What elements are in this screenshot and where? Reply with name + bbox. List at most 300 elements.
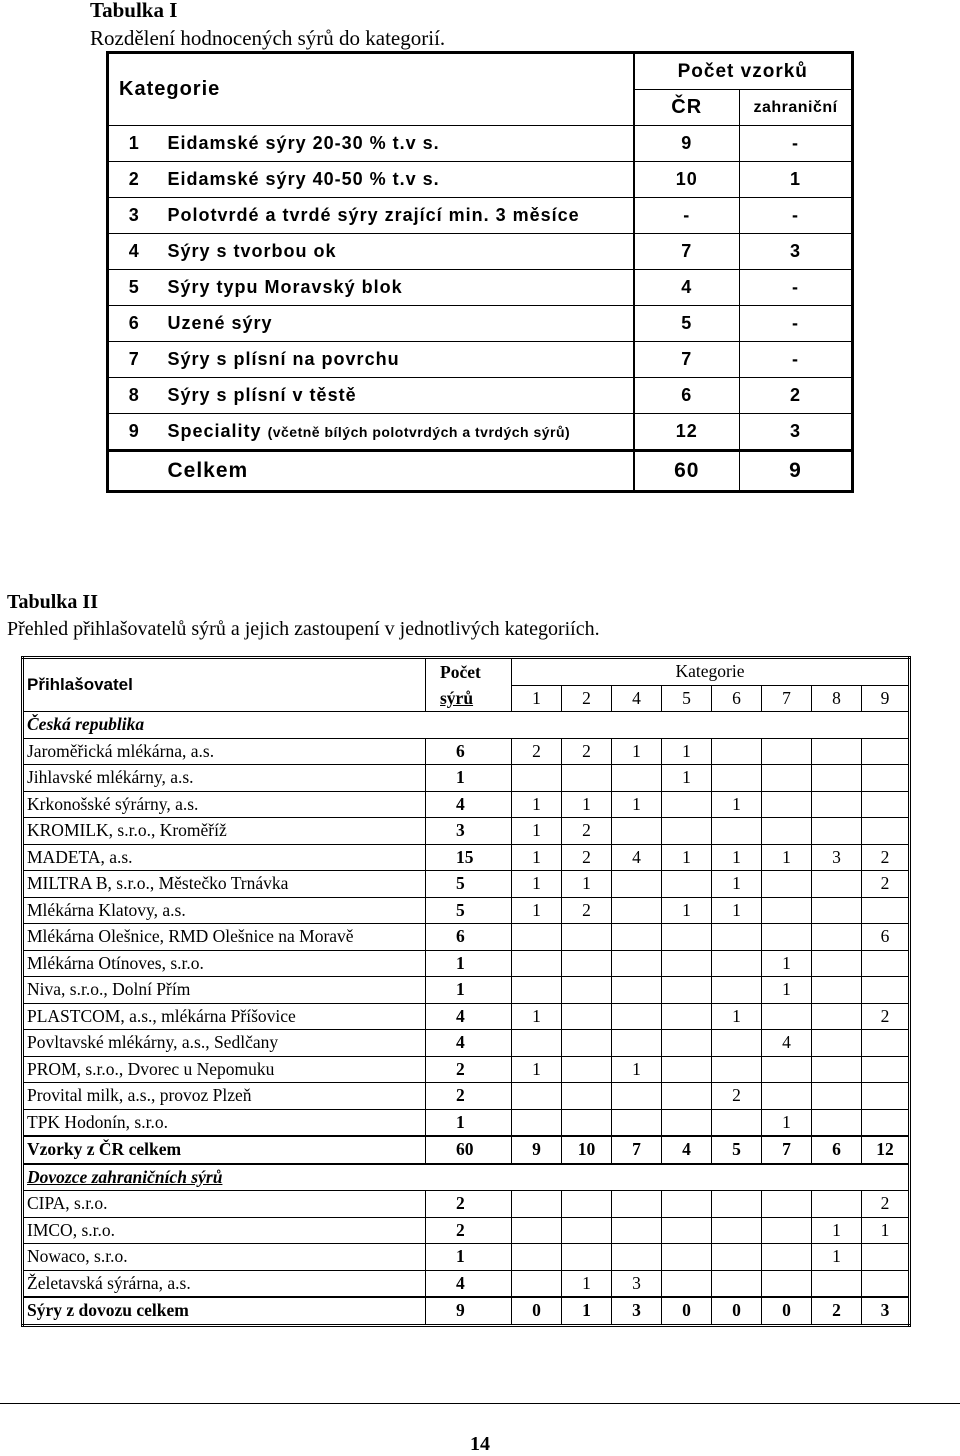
table2-header-count-line2: sýrů: [426, 685, 512, 712]
table2-row-cat-value: [612, 871, 662, 898]
table2-row-cat-value: [662, 950, 712, 977]
table2-row-cat-value: [762, 871, 812, 898]
table2-subtitle: Přehled přihlašovatelů sýrů a jejich zastoupení v jednotlivých kategoriích.: [7, 618, 600, 640]
table2-total-cat-value: 1: [562, 1297, 612, 1325]
table2-row-cat-value: [662, 1083, 712, 1110]
table2-row-name: Mlékárna Otínoves, s.r.o.: [23, 950, 426, 977]
table2-row-cat-value: [562, 1056, 612, 1083]
table2-row-cat-value: [812, 818, 862, 845]
table1-row-foreign: 2: [740, 378, 853, 414]
table2-row-cat-value: [812, 977, 862, 1004]
table2-row-cat-value: 1: [712, 871, 762, 898]
table2-row-cat-value: [662, 977, 712, 1004]
table2-row-cat-value: 1: [662, 738, 712, 765]
table1-row-note: (včetně bílých polotvrdých a tvrdých sýrů): [267, 424, 571, 440]
table2-row-cat-value: 2: [512, 738, 562, 765]
table1-row-number: 9: [108, 414, 160, 451]
table2-row-cat-value: [712, 738, 762, 765]
table2-header-count-line1: Počet: [426, 658, 512, 686]
table2-header-cat-1: 1: [512, 685, 562, 712]
table2-row-cat-value: [812, 1270, 862, 1297]
table2-row-name: KROMILK, s.r.o., Kroměříž: [23, 818, 426, 845]
table2-row-cat-value: 4: [612, 844, 662, 871]
table2-row-cat-value: 2: [862, 1003, 910, 1030]
table2-row-cat-value: 1: [512, 1003, 562, 1030]
table2-total-cat-value: 0: [512, 1297, 562, 1325]
table2-row-cat-value: 1: [612, 791, 662, 818]
table2-row-cat-value: [862, 818, 910, 845]
table2-row-cat-value: [562, 1244, 612, 1271]
table2-row-cat-value: [662, 1056, 712, 1083]
table2-row-cat-value: 1: [662, 765, 712, 792]
table2-row: [23, 924, 910, 951]
table2-row-cat-value: [612, 1030, 662, 1057]
table2-row-count: 1: [426, 1244, 512, 1271]
table2-row-name: Krkonošské sýrárny, a.s.: [23, 791, 426, 818]
table2-row-cat-value: 1: [762, 950, 812, 977]
table2-row-cat-value: [512, 1217, 562, 1244]
table2-row-cat-value: 1: [512, 1056, 562, 1083]
table2-row-cat-value: [612, 1109, 662, 1136]
table1-row: [108, 414, 853, 451]
table2-header-categories: Kategorie: [512, 658, 910, 686]
table2-row-cat-value: [862, 977, 910, 1004]
table1-row-number: 1: [108, 126, 160, 162]
table2-row: [23, 791, 910, 818]
table2-header-cat-6: 6: [712, 685, 762, 712]
table2-title: Tabulka II: [7, 591, 98, 613]
table1-row-number: 8: [108, 378, 160, 414]
table2-row-cat-value: 1: [562, 1270, 612, 1297]
table1-row: [108, 198, 853, 234]
table1-row-name-text: Sýry s plísní v těstě: [167, 385, 357, 405]
table1-row-cz: 10: [634, 162, 740, 198]
table2-header-applicant: Přihlašovatel: [23, 658, 426, 712]
table2-row-name: Jaroměřická mlékárna, a.s.: [23, 738, 426, 765]
table2-row-count: 6: [426, 924, 512, 951]
table2-header-cat-8: 8: [812, 685, 862, 712]
table2-row-cat-value: [862, 1109, 910, 1136]
table2-row-cat-value: [762, 1217, 812, 1244]
table2-row: [23, 871, 910, 898]
table2-row-count: 1: [426, 765, 512, 792]
table2-row-cat-value: 2: [562, 844, 612, 871]
table1-row-name: [160, 162, 634, 198]
table1-header-cz: ČR: [634, 90, 740, 126]
table2-total-import-label: Sýry z dovozu celkem: [23, 1297, 426, 1325]
table2-row-cat-value: [612, 950, 662, 977]
table2-row-cat-value: [762, 1244, 812, 1271]
table2-row-cat-value: [712, 977, 762, 1004]
table2-row-cat-value: [862, 1056, 910, 1083]
table2-row-cat-value: [812, 871, 862, 898]
table2-row-cat-value: [662, 1191, 712, 1218]
table2-row-count: 15: [426, 844, 512, 871]
table1-title: Tabulka I: [90, 0, 178, 22]
table2-row-cat-value: [812, 1030, 862, 1057]
table2-row-cat-value: [812, 1003, 862, 1030]
table2-row-name: IMCO, s.r.o.: [23, 1217, 426, 1244]
table2-row-cat-value: [812, 897, 862, 924]
table1-row-cz: -: [634, 198, 740, 234]
table2-row-count: 5: [426, 871, 512, 898]
table2-row-cat-value: [862, 1244, 910, 1271]
table2-row-cat-value: [712, 818, 762, 845]
table1-row-name: [160, 270, 634, 306]
table2-row-count: 4: [426, 1030, 512, 1057]
table2-row-cat-value: [612, 1217, 662, 1244]
table1-row: [108, 234, 853, 270]
table2-row-cat-value: [762, 1003, 812, 1030]
table2-row-cat-value: [612, 897, 662, 924]
table2-row-cat-value: [512, 765, 562, 792]
table1-row-cz: 5: [634, 306, 740, 342]
table2-row-cat-value: [612, 1191, 662, 1218]
table2-row-cat-value: [812, 950, 862, 977]
table2-row-cat-value: [712, 1244, 762, 1271]
table2-row: [23, 1056, 910, 1083]
table2-row-cat-value: 2: [712, 1083, 762, 1110]
table2-row-cat-value: 1: [812, 1217, 862, 1244]
table2-row-cat-value: [712, 1109, 762, 1136]
table2-total-cat-value: 7: [762, 1136, 812, 1164]
table2-row-count: 1: [426, 1109, 512, 1136]
table2-row-name: Jihlavské mlékárny, a.s.: [23, 765, 426, 792]
table2-row-cat-value: [762, 1270, 812, 1297]
table2-row-cat-value: [662, 1217, 712, 1244]
table2-row-count: 2: [426, 1191, 512, 1218]
table2-row-cat-value: [762, 924, 812, 951]
table2-total-cat-value: 3: [862, 1297, 910, 1325]
table2-row-cat-value: [662, 924, 712, 951]
table1-row-name-text: Eidamské sýry 40-50 % t.v s.: [167, 169, 440, 189]
table2-row-cat-value: [812, 1056, 862, 1083]
table2-row-cat-value: 1: [562, 871, 612, 898]
table2-row: [23, 1270, 910, 1297]
table1-row-number: 7: [108, 342, 160, 378]
table2-row-cat-value: [512, 924, 562, 951]
footer-divider: [0, 1403, 960, 1404]
table1-row-number: 3: [108, 198, 160, 234]
table2-total-cz-count: 60: [426, 1136, 512, 1164]
table2-row-cat-value: [762, 1056, 812, 1083]
table2-row-cat-value: 1: [662, 844, 712, 871]
table2-total-cat-value: 10: [562, 1136, 612, 1164]
table1-row-name-text: Sýry s tvorbou ok: [167, 241, 337, 261]
table2-total-cat-value: 0: [662, 1297, 712, 1325]
table1-row-name: [160, 234, 634, 270]
table2-row-name: Mlékárna Klatovy, a.s.: [23, 897, 426, 924]
table2-row-cat-value: [612, 924, 662, 951]
table2-row-cat-value: 1: [862, 1217, 910, 1244]
table2-row-cat-value: 2: [862, 871, 910, 898]
table2-row: [23, 818, 910, 845]
table2-total-cz-row: [23, 1136, 910, 1164]
table2-total-cat-value: 0: [712, 1297, 762, 1325]
table2-row-cat-value: 1: [712, 897, 762, 924]
table2-row-cat-value: [762, 791, 812, 818]
table1-row-cz: 9: [634, 126, 740, 162]
table2-row-cat-value: [812, 1109, 862, 1136]
table1-row-foreign: -: [740, 342, 853, 378]
table2-row-cat-value: [562, 950, 612, 977]
table2-row-count: 2: [426, 1217, 512, 1244]
table1-row-foreign: -: [740, 270, 853, 306]
table2-row-cat-value: [612, 1244, 662, 1271]
table2-row-cat-value: [712, 1056, 762, 1083]
table1-total-foreign: 9: [740, 451, 853, 492]
table2-row-cat-value: [712, 950, 762, 977]
table2-section-cz: Česká republika: [23, 712, 910, 739]
table2-header-cat-2: 2: [562, 685, 612, 712]
table2-row-count: 2: [426, 1083, 512, 1110]
table1-row-cz: 12: [634, 414, 740, 451]
page-number: 14: [470, 1433, 490, 1455]
table2-row-cat-value: 2: [562, 738, 612, 765]
table2-row-cat-value: [512, 1191, 562, 1218]
table1-header-samples: Počet vzorků: [634, 53, 853, 90]
table2-row-name: PLASTCOM, a.s., mlékárna Příšovice: [23, 1003, 426, 1030]
table1-row-name: [160, 306, 634, 342]
table2-row-cat-value: [712, 1270, 762, 1297]
table2-row-cat-value: [512, 950, 562, 977]
table1-row: [108, 378, 853, 414]
table2-row-cat-value: [812, 1083, 862, 1110]
table2-row-cat-value: [562, 1109, 612, 1136]
table2-row-cat-value: 1: [562, 791, 612, 818]
table2-row-cat-value: [512, 977, 562, 1004]
table2-row-cat-value: [562, 765, 612, 792]
table1-total-cz: 60: [634, 451, 740, 492]
table1-total-label: Celkem: [160, 451, 634, 492]
table2-row-cat-value: [562, 1083, 612, 1110]
table2-row-cat-value: 3: [812, 844, 862, 871]
table1-row-name-text: Polotvrdé a tvrdé sýry zrající min. 3 měsíce: [167, 205, 580, 225]
table2-row-cat-value: [762, 738, 812, 765]
table2-row: [23, 897, 910, 924]
table2-row-cat-value: [712, 924, 762, 951]
table2-row-cat-value: 1: [612, 1056, 662, 1083]
table1-row-name-text: Eidamské sýry 20-30 % t.v s.: [167, 133, 440, 153]
table2-row-name: Niva, s.r.o., Dolní Přím: [23, 977, 426, 1004]
table2-row-cat-value: 1: [612, 738, 662, 765]
table1-row-name-text: Sýry s plísní na povrchu: [167, 349, 400, 369]
table2-total-cat-value: 6: [812, 1136, 862, 1164]
table2-row-cat-value: [812, 924, 862, 951]
table2-header-cat-4: 4: [612, 685, 662, 712]
table1-row-name-text: Speciality: [167, 421, 262, 441]
table2-row-cat-value: [612, 1003, 662, 1030]
table2-row-cat-value: 1: [762, 844, 812, 871]
table2-row-cat-value: [562, 1003, 612, 1030]
table2-row-cat-value: [812, 765, 862, 792]
table2-row-cat-value: [862, 1270, 910, 1297]
table2-row-cat-value: 4: [762, 1030, 812, 1057]
table1-row-foreign: -: [740, 126, 853, 162]
table2-row-cat-value: [562, 1030, 612, 1057]
table2-row-cat-value: [862, 738, 910, 765]
table2-row-name: Provital milk, a.s., provoz Plzeň: [23, 1083, 426, 1110]
table1-row: [108, 306, 853, 342]
table2-row: [23, 1083, 910, 1110]
table2-header-cat-7: 7: [762, 685, 812, 712]
table2-row-cat-value: [562, 1217, 612, 1244]
table2-row-cat-value: [712, 1030, 762, 1057]
table2-row-name: MILTRA B, s.r.o., Městečko Trnávka: [23, 871, 426, 898]
table1-row-name: [160, 126, 634, 162]
table2-row-cat-value: [512, 1109, 562, 1136]
table2-row-cat-value: [512, 1030, 562, 1057]
table2-row-cat-value: [562, 924, 612, 951]
table2-total-cat-value: 9: [512, 1136, 562, 1164]
table2-row-cat-value: [612, 977, 662, 1004]
table2-row-cat-value: 3: [612, 1270, 662, 1297]
table2-row: [23, 1109, 910, 1136]
table1-row-name-text: Sýry typu Moravský blok: [167, 277, 403, 297]
table2-row-name: Nowaco, s.r.o.: [23, 1244, 426, 1271]
table2-row-cat-value: 1: [812, 1244, 862, 1271]
table1-subtitle: Rozdělení hodnocených sýrů do kategorií.: [90, 26, 446, 50]
table2-row-cat-value: [762, 1083, 812, 1110]
table1-row-name: [160, 342, 634, 378]
table2-row-cat-value: [662, 791, 712, 818]
table1-header-foreign: zahraniční: [740, 90, 853, 126]
table1-total-spacer: [108, 451, 160, 492]
table1-row: [108, 162, 853, 198]
table2-row-cat-value: 1: [512, 844, 562, 871]
table2-row-name: PROM, s.r.o., Dvorec u Nepomuku: [23, 1056, 426, 1083]
table1-row-foreign: -: [740, 198, 853, 234]
table2-row-cat-value: [612, 818, 662, 845]
table2-row-cat-value: 2: [562, 897, 612, 924]
table2-row-cat-value: [762, 897, 812, 924]
table2-row-cat-value: [862, 791, 910, 818]
table2: [21, 656, 911, 1327]
table2-row-cat-value: [862, 897, 910, 924]
table2-row-cat-value: [762, 1191, 812, 1218]
table2-row-cat-value: [662, 1244, 712, 1271]
table1-row-number: 4: [108, 234, 160, 270]
table2-row-cat-value: [812, 1191, 862, 1218]
table2-total-cat-value: 7: [612, 1136, 662, 1164]
table2-row-cat-value: 1: [512, 818, 562, 845]
table2-row: [23, 738, 910, 765]
table2-total-cat-value: 2: [812, 1297, 862, 1325]
table2-row-name: TPK Hodonín, s.r.o.: [23, 1109, 426, 1136]
table2-row-cat-value: 1: [662, 897, 712, 924]
table2-row-name: CIPA, s.r.o.: [23, 1191, 426, 1218]
table2-row-name: Povltavské mlékárny, a.s., Sedlčany: [23, 1030, 426, 1057]
table2-row-cat-value: 2: [562, 818, 612, 845]
table1-row-name: [160, 414, 634, 451]
table2-total-import-count: 9: [426, 1297, 512, 1325]
table2-row-cat-value: [762, 818, 812, 845]
table1-row-cz: 7: [634, 342, 740, 378]
table2-row-cat-value: [562, 977, 612, 1004]
table2-row-cat-value: [712, 1191, 762, 1218]
table2-row-cat-value: 1: [512, 897, 562, 924]
table2-row: [23, 765, 910, 792]
table2-total-cat-value: 5: [712, 1136, 762, 1164]
table1: [106, 51, 854, 493]
table2-row-cat-value: [662, 1109, 712, 1136]
table2-row: [23, 844, 910, 871]
table2-row-cat-value: [662, 818, 712, 845]
table2-row-count: 4: [426, 1270, 512, 1297]
table2-row: [23, 977, 910, 1004]
table2-total-cat-value: 12: [862, 1136, 910, 1164]
table1-row-foreign: 3: [740, 234, 853, 270]
table2-row-cat-value: 2: [862, 1191, 910, 1218]
table2-row-cat-value: 1: [762, 1109, 812, 1136]
table2-row-cat-value: 6: [862, 924, 910, 951]
table2-row-count: 6: [426, 738, 512, 765]
table2-row-count: 5: [426, 897, 512, 924]
table2-row-cat-value: [712, 1217, 762, 1244]
table2-row-cat-value: [562, 1191, 612, 1218]
table2-row: [23, 1244, 910, 1271]
table2-row-cat-value: [662, 1270, 712, 1297]
table2-total-cz-label: Vzorky z ČR celkem: [23, 1136, 426, 1164]
table2-row-cat-value: [662, 1030, 712, 1057]
table2-row-cat-value: 1: [712, 844, 762, 871]
table1-row: [108, 342, 853, 378]
table2-total-cat-value: 4: [662, 1136, 712, 1164]
table2-row-cat-value: [762, 765, 812, 792]
table2-row-cat-value: [862, 950, 910, 977]
table2-row-count: 2: [426, 1056, 512, 1083]
table2-row-cat-value: 1: [712, 1003, 762, 1030]
table2-row-count: 4: [426, 791, 512, 818]
table2-row-count: 4: [426, 1003, 512, 1030]
table1-row-foreign: -: [740, 306, 853, 342]
table2-row-cat-value: [662, 871, 712, 898]
table2-row: [23, 1217, 910, 1244]
table2-header-cat-9: 9: [862, 685, 910, 712]
table2-row-name: Mlékárna Olešnice, RMD Olešnice na Moravě: [23, 924, 426, 951]
table1-row: [108, 270, 853, 306]
table2-row-count: 3: [426, 818, 512, 845]
table2-header-cat-5: 5: [662, 685, 712, 712]
table2-row: [23, 1003, 910, 1030]
table1-row-cz: 4: [634, 270, 740, 306]
table1-row-name: [160, 378, 634, 414]
table1-row-cz: 6: [634, 378, 740, 414]
table1-row-foreign: 1: [740, 162, 853, 198]
table2-row-cat-value: [812, 738, 862, 765]
table1-row-name: [160, 198, 634, 234]
table2-row-count: 1: [426, 977, 512, 1004]
table2-row-cat-value: [812, 791, 862, 818]
table1-row-number: 2: [108, 162, 160, 198]
table1-row-number: 6: [108, 306, 160, 342]
table2-row-cat-value: [512, 1270, 562, 1297]
table2-row-cat-value: 1: [512, 791, 562, 818]
table2-row-cat-value: [612, 1083, 662, 1110]
table2-row-cat-value: [862, 765, 910, 792]
table1-row: [108, 126, 853, 162]
table2-row: [23, 950, 910, 977]
table2-row-cat-value: [862, 1083, 910, 1110]
table1-row-cz: 7: [634, 234, 740, 270]
table2-total-cat-value: 0: [762, 1297, 812, 1325]
table2-row-cat-value: 2: [862, 844, 910, 871]
table2-row-cat-value: [512, 1083, 562, 1110]
table2-row: [23, 1191, 910, 1218]
table2-row-name: Želetavská sýrárna, a.s.: [23, 1270, 426, 1297]
table2-total-cat-value: 3: [612, 1297, 662, 1325]
table1-header-category: Kategorie: [108, 53, 634, 126]
